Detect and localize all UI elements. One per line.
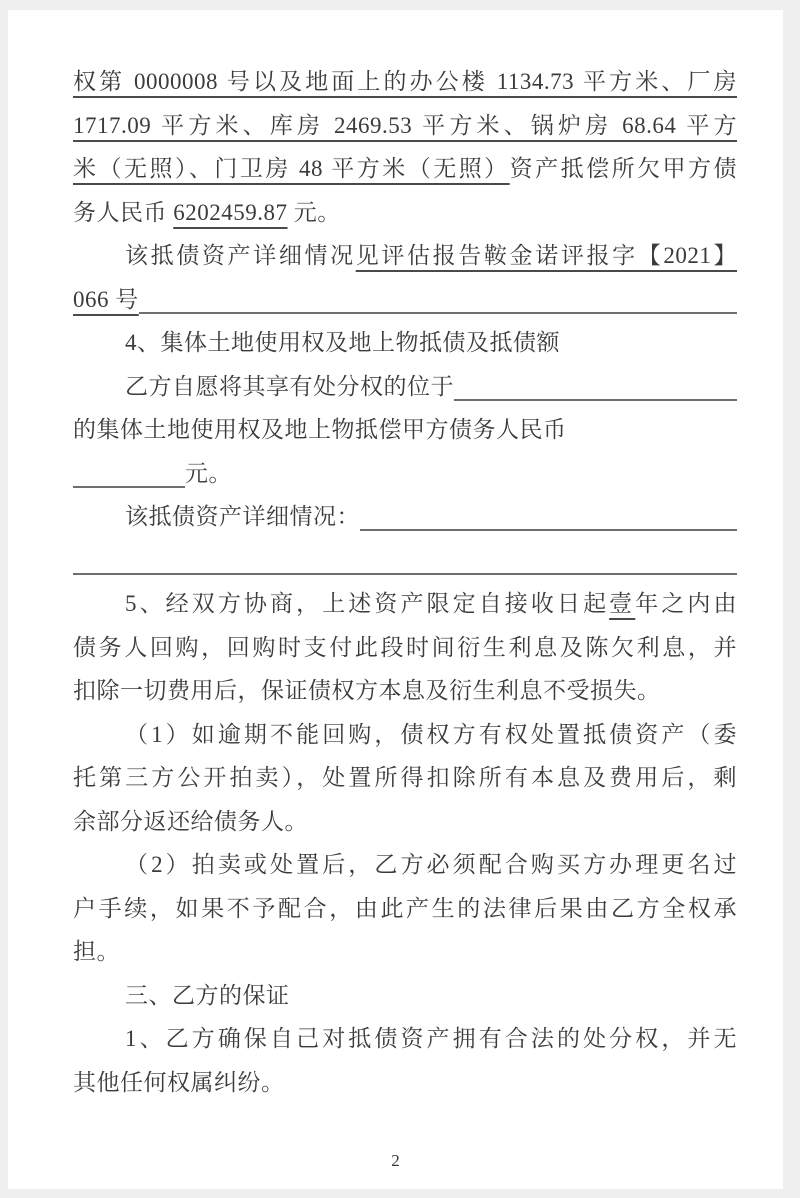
text-segment: 扣除一切费用后，保证债权方本息及衍生利息不受损失。 [73, 678, 661, 703]
text-segment: 债务人回购，回购时支付此段时间衍生利息及陈欠利息，并 [73, 634, 737, 660]
text-segment: 壹 [609, 591, 636, 616]
document-body [73, 60, 737, 1104]
text-segment: （2）拍卖或处置后，乙方必须配合购买方办理更名过 [125, 852, 737, 877]
text-line [73, 974, 737, 1018]
text-line [73, 321, 737, 365]
text-segment: 066 号 [73, 286, 139, 312]
text-segment: 该抵债资产详细情况 [125, 243, 356, 268]
text-segment: 年之内由 [635, 591, 738, 616]
text-segment: （1）如逾期不能回购，债权方有权处置抵债资产（委 [125, 721, 737, 747]
blank-field [360, 528, 737, 531]
text-segment: 1、乙方确保自己对抵债资产拥有合法的处分权，并无 [125, 1026, 737, 1051]
text-line [73, 60, 737, 104]
text-segment: 担。 [73, 939, 120, 964]
text-segment: 余部分返还给债务人。 [73, 808, 308, 834]
text-line [73, 147, 737, 191]
page-number: 2 [391, 1151, 400, 1170]
text-segment: 三、乙方的保证 [125, 982, 290, 1008]
blank-field [139, 311, 737, 314]
text-line [73, 843, 737, 887]
blank-field [454, 398, 737, 401]
text-segment: 资产抵偿所欠甲方债 [509, 156, 738, 181]
text-segment: 权第 0000008 号以及地面上的办公楼 1134.73 平方米、厂房 [73, 69, 737, 94]
text-line [73, 669, 737, 713]
text-line [73, 539, 737, 583]
text-line [73, 930, 737, 974]
text-segment: 4、集体土地使用权及地上物抵债及抵债额 [125, 330, 560, 355]
text-segment: 米（无照）、门卫房 48 平方米（无照） [73, 156, 510, 181]
text-segment: 乙方自愿将其享有处分权的位于 [125, 373, 454, 399]
text-line [73, 191, 737, 235]
text-line [73, 626, 737, 670]
text-segment: 该抵债资产详细情况： [125, 504, 360, 529]
document-page [8, 10, 783, 1189]
text-segment: 托第三方公开拍卖），处置所得扣除所有本息及费用后，剩 [73, 765, 737, 790]
text-line [73, 452, 737, 496]
text-line [73, 365, 737, 409]
text-segment: 元。 [287, 199, 341, 225]
blank-field [73, 485, 185, 488]
text-segment: 5、经双方协商，上述资产限定自接收日起 [125, 591, 610, 616]
text-line [73, 1017, 737, 1061]
text-line [73, 104, 737, 148]
text-line [73, 582, 737, 626]
text-line [73, 713, 737, 757]
text-segment: 务人民币 [73, 199, 174, 225]
text-segment: 1717.09 平方米、库房 2469.53 平方米、锅炉房 68.64 平方 [73, 112, 737, 138]
text-line [73, 800, 737, 844]
text-line [73, 887, 737, 931]
text-segment: 的集体土地使用权及地上物抵偿甲方债务人民币 [73, 417, 567, 442]
text-line [73, 408, 737, 452]
text-line [73, 495, 737, 539]
text-line [73, 1061, 737, 1105]
text-segment: 见评估报告鞍金诺评报字【2021】 [355, 243, 738, 268]
text-segment: 6202459.87 [173, 199, 288, 225]
text-line [73, 234, 737, 278]
text-line [73, 756, 737, 800]
text-segment: 其他任何权属纠纷。 [73, 1069, 285, 1095]
blank-field [73, 572, 737, 575]
text-segment: 户手续，如果不予配合，由此产生的法律后果由乙方全权承 [73, 895, 737, 921]
text-line [73, 278, 737, 322]
text-segment: 元。 [185, 460, 232, 486]
